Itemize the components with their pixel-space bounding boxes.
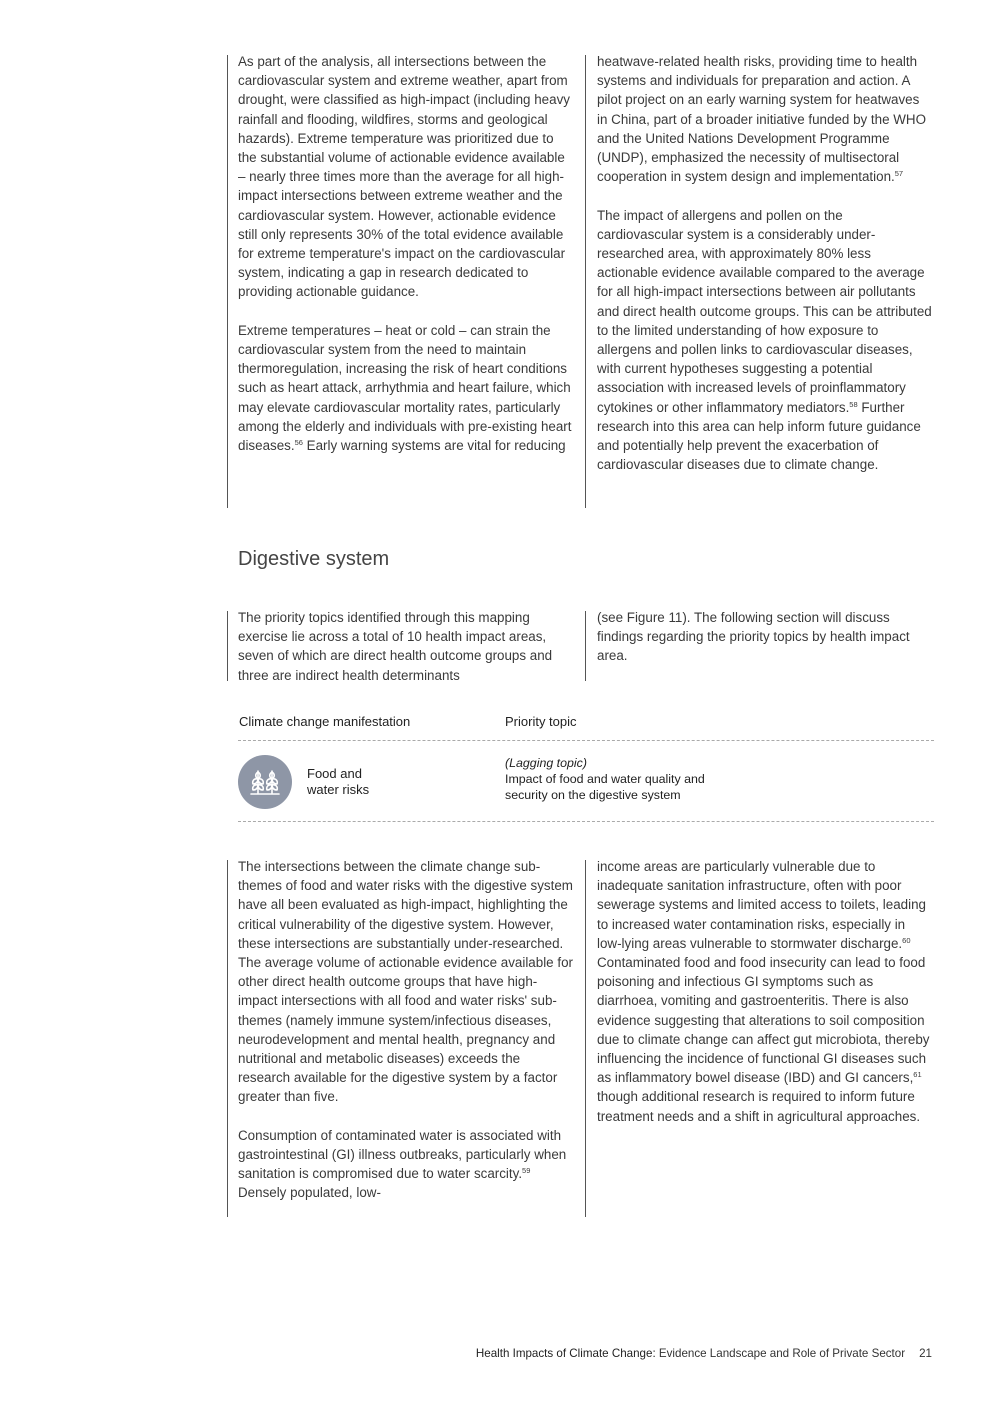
priority-topic: [505, 755, 765, 803]
paragraph: As part of the analysis, all intersections between the cardiovascular system and extreme weather, apart from drought, were classified as high-impact (including heavy rainfall and flooding, wildfires, storms and geological hazards). Extreme temperature was prioritized due to the substantial volume of actionable evidence available – nearly three times more than the average for all high-impact intersections between extreme weather and the cardiovascular system. However, actionable evidence still only represents 30% of the total evidence available for extreme temperature's impact on the cardiovascular system, indicating a gap in research dedicated to providing actionable guidance.: [238, 54, 570, 300]
column-divider-left: [227, 860, 228, 1217]
table-header-manifestation: Climate change manifestation: [239, 714, 411, 729]
column-divider-right: [585, 860, 586, 1217]
footnote-ref: 61: [913, 1070, 922, 1080]
column-divider-left: [227, 611, 228, 681]
footnote-ref: 57: [894, 169, 904, 179]
section-title: Digestive system: [238, 548, 390, 570]
paragraph: The priority topics identified through this mapping exercise lie across a total of 10 health impact areas, seven of which are direct health outcome groups and three are indirect health determinants: [238, 610, 553, 683]
footnote-ref: 56: [294, 438, 303, 448]
footer-title-bold: Health Impacts of Climate Change:: [475, 1347, 656, 1360]
paragraph: heatwave-related health risks, providing time to health systems and individuals for preparation and action. A pilot project on an early warning system for heatwaves in China, part of a broader initiative funded by the WHO and the United Nations Development Programme (UNDP), emphasized the necessity of multisectoral cooperation in system design and implementation.$^{57}$: [597, 54, 926, 185]
intro-column-right: [597, 608, 917, 666]
text-column-right: [597, 857, 932, 1126]
footnote-ref: 58: [849, 399, 858, 409]
topic-status: (Lagging topic): [505, 756, 587, 770]
paragraph: income areas are particularly vulnerable due to inadequate sanitation infrastructure, often with poor sewerage systems and limited access to toilets, leading to increased water contamination risks, especially in low-lying areas vulnerable to stormwater discharge.$^{60}$ Contaminated food and food insecurity can lead to food poisoning and infectious GI symptoms such as diarrhoea, vomiting and gastroenteritis. There is also evidence suggesting that alterations to soil composition due to climate change can affect gut microbiota, thereby influencing the incidence of functional GI diseases such as inflammatory bowel disease (IBD) and GI cancers,$^{61}$ though additional research is required to inform future treatment needs and a shift in agricultural approaches.: [597, 859, 930, 1124]
topic-text: security on the digestive system: [505, 788, 681, 802]
page-number: 21: [919, 1347, 932, 1360]
manifestation-label: Food and water risks: [307, 766, 370, 797]
table-header-priority-topic: Priority topic: [505, 714, 577, 729]
paragraph: The intersections between the climate change sub-themes of food and water risks with the digestive system have all been evaluated as high-impact, highlighting the critical vulnerability of the digestive system. However, these intersections are substantially under-researched. The average volume of actionable evidence available for other direct health outcome groups that have high-impact intersections with all food and water risks' sub-themes (namely immune system/infectious diseases, neurodevelopment and mental health, pregnancy and nutritional and metabolic diseases) exceeds the research available for the digestive system by a factor greater than five.: [238, 859, 573, 1105]
paragraph: Extreme temperatures – heat or cold – can strain the cardiovascular system from the need to maintain thermoregulation, increasing the risk of heart conditions such as heart attack, arrhythmia and heart failure, which may elevate cardiovascular mortality rates, particularly among the elderly and individuals with pre-existing heart diseases.$^{56}$ Early warning systems are vital for reducing: [238, 322, 572, 454]
paragraph: The impact of allergens and pollen on the cardiovascular system is a considerably under-researched area, with approximately 80% less actionable evidence available compared to the average for all high-impact intersections between air pollutants and direct health outcome groups. This can be attributed to the limited understanding of how exposure to allergens and pollen links to cardiovascular diseases, with current hypotheses suggesting a potential association with increased levels of proinflammatory cytokines or other inflammatory mediators.$^{58}$ Further research into this area can help inform future guidance and potentially help prevent the exacerbation of cardiovascular diseases due to climate change.: [597, 207, 932, 473]
topic-text: Impact of food and water quality and: [505, 772, 705, 786]
text-column-right: [597, 52, 932, 474]
crops-icon-graphic: [238, 755, 292, 809]
page-footer: [476, 1347, 932, 1360]
footer-title: Evidence Landscape and Role of Private Sector: [655, 1347, 906, 1360]
column-divider-right: [585, 55, 586, 508]
footnote-ref: 59: [522, 1166, 531, 1176]
column-divider-right: [585, 611, 586, 681]
paragraph: (see Figure 11). The following section will discuss findings regarding the priority topics by health impact area.: [597, 610, 910, 664]
crops-icon: [238, 755, 292, 809]
table-divider-bottom: [238, 821, 934, 822]
text-column-left: [238, 857, 573, 1203]
footnote-ref: 60: [902, 935, 911, 945]
column-divider-left: [227, 55, 228, 508]
text-column-left: [238, 52, 573, 455]
table-divider-top: [238, 740, 934, 741]
paragraph: Consumption of contaminated water is associated with gastrointestinal (GI) illness outbreaks, particularly when sanitation is compromised due to water scarcity.$^{59}$ Densely populated, low-: [238, 1127, 567, 1201]
intro-column-left: [238, 608, 568, 685]
